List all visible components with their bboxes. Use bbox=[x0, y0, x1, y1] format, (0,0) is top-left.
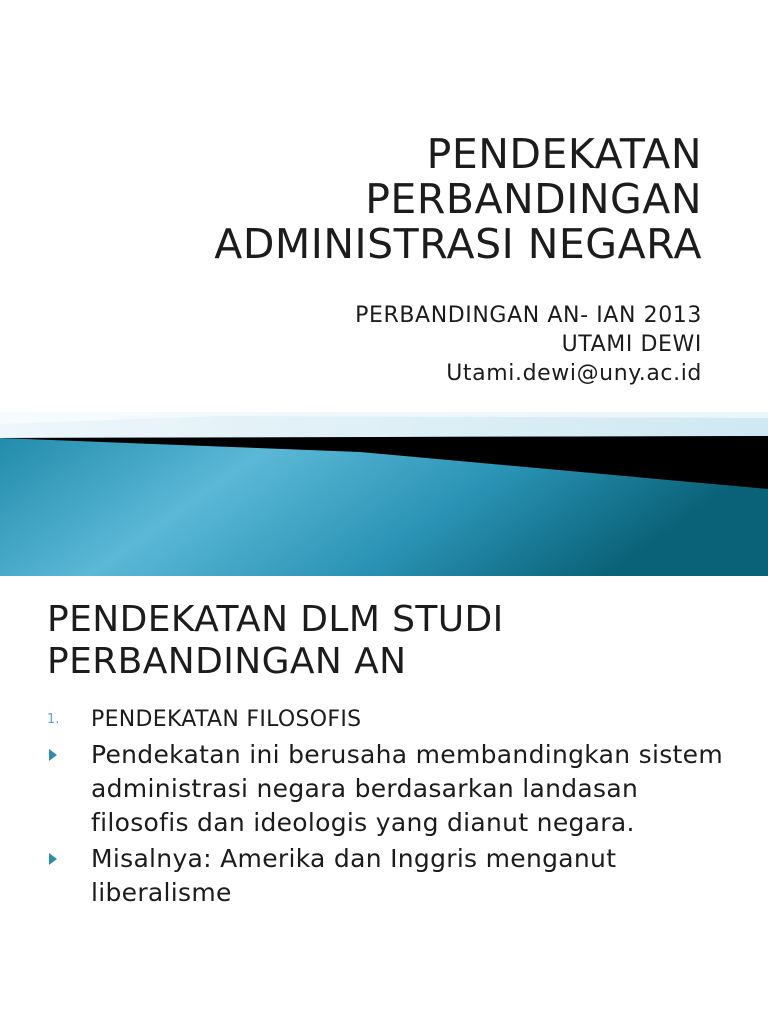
content-list bbox=[47, 704, 737, 912]
slide-subtitle bbox=[355, 301, 702, 388]
list-item-bullet bbox=[47, 738, 737, 840]
slide-title-line-3: ADMINISTRASI NEGARA bbox=[214, 220, 702, 268]
decorative-banner bbox=[0, 412, 768, 576]
content-slide bbox=[0, 577, 768, 1024]
content-title-line-1: PENDEKATAN DLM STUDI bbox=[47, 599, 504, 640]
slide-title-line-1: PENDEKATAN bbox=[426, 130, 702, 178]
author-name: UTAMI DEWI bbox=[561, 332, 702, 357]
slide-title-line-2: PERBANDINGAN bbox=[365, 175, 702, 223]
content-slide-title bbox=[47, 599, 747, 683]
list-item-text: Pendekatan ini berusaha membandingkan sistem administrasi negara berdasarkan landasan filosofis dan ideologis yang dianut negara. bbox=[91, 740, 723, 837]
course-label: PERBANDINGAN AN- IAN 2013 bbox=[355, 303, 702, 328]
list-item-bullet bbox=[47, 842, 737, 910]
arrow-bullet-icon bbox=[49, 749, 57, 761]
content-title-line-2: PERBANDINGAN AN bbox=[47, 641, 407, 682]
list-item-text: PENDEKATAN FILOSOFIS bbox=[91, 707, 362, 732]
list-item-text: Misalnya: Amerika dan Inggris menganut liberalisme bbox=[91, 844, 617, 907]
slide-title bbox=[214, 132, 702, 267]
list-item-numbered bbox=[47, 704, 737, 736]
arrow-bullet-icon bbox=[49, 853, 57, 865]
author-email: Utami.dewi@uny.ac.id bbox=[446, 361, 702, 386]
list-number: 1. bbox=[47, 712, 60, 727]
